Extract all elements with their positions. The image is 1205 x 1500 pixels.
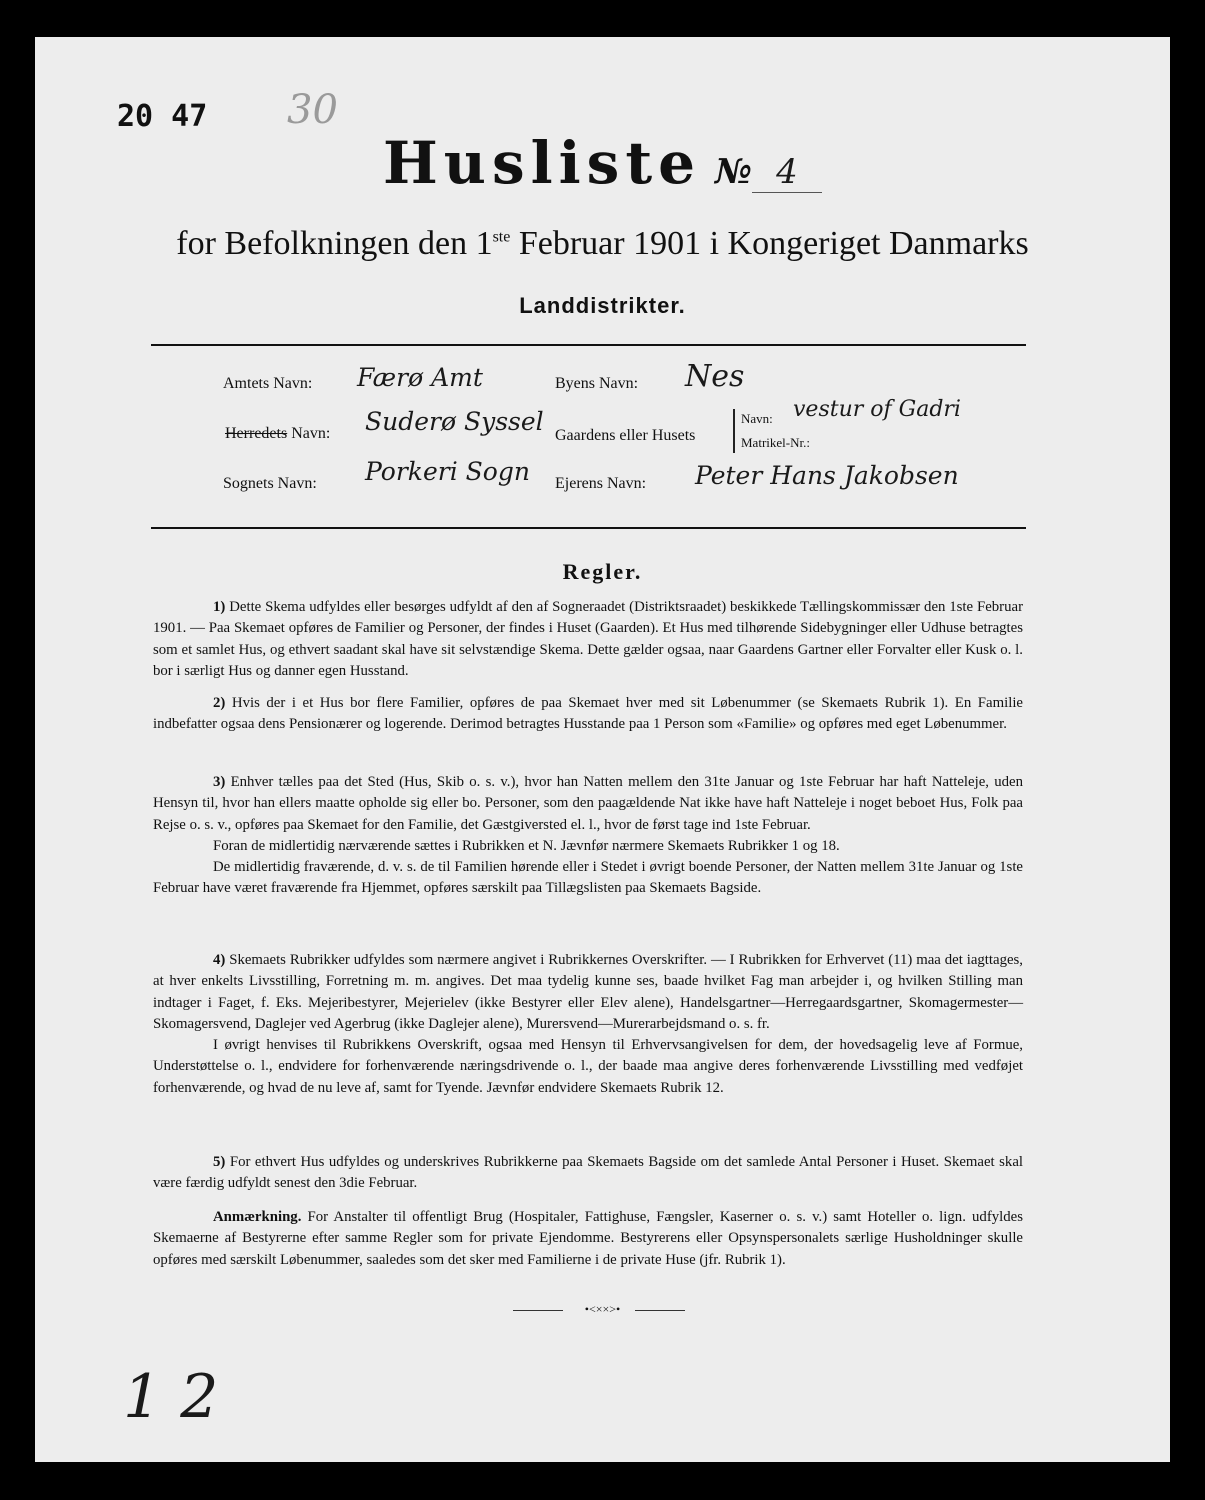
matrikel-label: Matrikel-Nr.:: [741, 435, 810, 450]
gaard-label: Gaardens eller Husets: [555, 427, 696, 444]
page-title: Husliste: [382, 129, 702, 197]
rule-2-number: 2): [213, 695, 226, 711]
sogn-label: Sognets Navn:: [223, 475, 317, 492]
title-line: [35, 129, 1170, 197]
rule-3-para-b: Foran de midlertidig nærværende sættes i Rubrikken et N. Jævnfør nærmere Skemaets Rubrikker 1 og 18.: [213, 837, 840, 854]
bottom-number: 1 2: [123, 1362, 219, 1432]
navn-value: vestur of Gadri: [793, 397, 961, 422]
rule-1-number: 1): [213, 599, 226, 615]
herred-label-rest: Navn:: [287, 425, 331, 442]
rule-1-text: Dette Skema udfyldes eller besørges udfyldt af den af Sogneraadet (Distriktsraadet) beskikkede Tællingskommissær den 1ste Februar 1901. — Paa Skemaet opføres de Familier og Personer, der findes i Huset (Gaarden). Et Hus med tilhørende Sidebygninger eller Udhuse betragtes som et samlet Hus, og ethvert saadant skal have sit selvstændige Skema. Dette gælder ogsaa, naar Gaardens Gartner eller Forvalter eller Kusk o. l. bor i særligt Hus og danner egen Husstand.: [153, 599, 1023, 679]
amt-value: Færø Amt: [357, 363, 483, 392]
top-rule: [151, 344, 1026, 346]
rule-4-text: Skemaets Rubrikker udfyldes som nærmere angivet i Rubrikkernes Overskrifter. — I Rubrikken for Erhvervet (11) maa det iagttages, at hver enkelts Livsstilling, Forretning m. m. angives. Det maa tydelig kunne ses, baade hvilket Fag man arbejder i, og hvilken Stilling man indtager i Faget, f. Eks. Mejeribestyrer, Mejerielev (ikke Bestyrer eller Elev alene), Handelsgartner—Herregaardsgartner, Skomagermester—Skomagersvend, Daglejer ved Agerbrug (ikke Daglejer alene), Murersvend—Murerarbejdsmand o. s. fr.: [153, 952, 1023, 1032]
subtitle: [35, 225, 1170, 263]
navn-label: Navn:: [741, 411, 773, 426]
rule-1: [153, 597, 1023, 682]
number-label: №: [715, 152, 752, 192]
census-form-page: [35, 37, 1170, 1462]
pencil-mark: 30: [287, 87, 338, 133]
rule-5: [153, 1152, 1023, 1195]
list-number: 4: [752, 152, 822, 193]
herred-value: Suderø Syssel: [365, 407, 544, 436]
ornament: •<××>•: [584, 1302, 621, 1316]
rule-3-number: 3): [213, 774, 226, 790]
ejer-label: Ejerens Navn:: [555, 475, 647, 492]
subtitle-sup: ste: [492, 228, 511, 246]
subtitle-pre: for Befolkningen den 1: [176, 225, 493, 262]
herred-label-struck: Herredets: [225, 425, 288, 442]
rule-4-para-b: I øvrigt henvises til Rubrikkens Overskrift, ogsaa med Hensyn til Erhvervsangivelsen for dem, der hovedsagelig leve af Formue, Understøttelse o. l., endvidere for forhenværende næringsdrivende o. l., der baade maa angive deres forhenværende Livsstilling med vedføjet forhenværende, og hvad de nu leve af, samt for Tyende. Jævnfør endvidere Skemaets Rubrik 12.: [153, 1037, 1023, 1096]
rule-4-number: 4): [213, 952, 226, 968]
rules-heading: Regler.: [562, 559, 643, 584]
sogn-value: Porkeri Sogn: [365, 457, 530, 486]
ejer-value: Peter Hans Jakobsen: [695, 461, 959, 490]
rule-3-para-c: De midlertidig fraværende, d. v. s. de til Familien hørende eller i Stedet i øvrigt boende Personer, der Natten mellem 31te Januar og 1ste Februar have været fraværende fra Hjemmet, opføres særskilt paa Tillægslisten paa Skemaets Bagside.: [153, 859, 1023, 897]
rule-4: [153, 950, 1023, 1099]
amt-label: Amtets Navn:: [223, 375, 313, 392]
rule-5-text: For ethvert Hus udfyldes og underskrives Rubrikkerne paa Skemaets Bagside om det samlede Antal Personer i Huset. Skemaet skal være færdig udfyldt senest den 3die Februar.: [153, 1154, 1023, 1192]
brace-line: [733, 409, 735, 453]
subtitle-districts: Landdistrikter.: [519, 293, 686, 318]
rule-3-text: Enhver tælles paa det Sted (Hus, Skib o. s. v.), hvor han Natten mellem den 31te Januar og 1ste Februar har haft Natteleje, uden Hensyn til, hvor han ellers maatte opholde sig eller bo. Personer, som den paagældende Nat ikke have haft Natteleje i noget beboet Hus, Folk paa Rejse o. s. v., opføres paa Skemaet for den Familie, det Gæstgiversted el. l., hvor de først tage ind 1ste Februar.: [153, 774, 1024, 833]
rule-3: [153, 772, 1023, 900]
by-value: Nes: [685, 359, 745, 394]
note: [153, 1207, 1023, 1271]
herred-label: [225, 425, 330, 443]
rule-2: [153, 693, 1023, 736]
rule-2-text: Hvis der i et Hus bor flere Familier, opføres de paa Skemaet hver med sit Løbenummer (se Skemaets Rubrik 1). En Familie indbefatter ogsaa dens Pensionærer og logerende. Derimod betragtes Husstande paa 1 Person som «Familie» og opføres med eget Løbenummer.: [153, 695, 1023, 733]
note-label: Anmærkning.: [213, 1209, 302, 1225]
bottom-rule: [151, 527, 1026, 529]
subtitle-post: Februar 1901 i Kongeriget Danmarks: [510, 225, 1029, 262]
by-label: Byens Navn:: [555, 375, 639, 392]
note-text: For Anstalter til offentligt Brug (Hospitaler, Fattighuse, Fængsler, Kaserner o. s. v.) samt Hoteller o. lign. udfyldes Skemaerne af Bestyrerne efter samme Regler som for private Ejendomme. Bestyrerens eller Opsynspersonalets særlige Husholdninger skulle opføres med særskilt Løbenummer, saaledes som det sker med Familierne i de private Huse (jfr. Rubrik 1).: [153, 1209, 1023, 1268]
rule-5-number: 5): [213, 1154, 226, 1170]
stamp-number: 20 47: [117, 99, 208, 134]
